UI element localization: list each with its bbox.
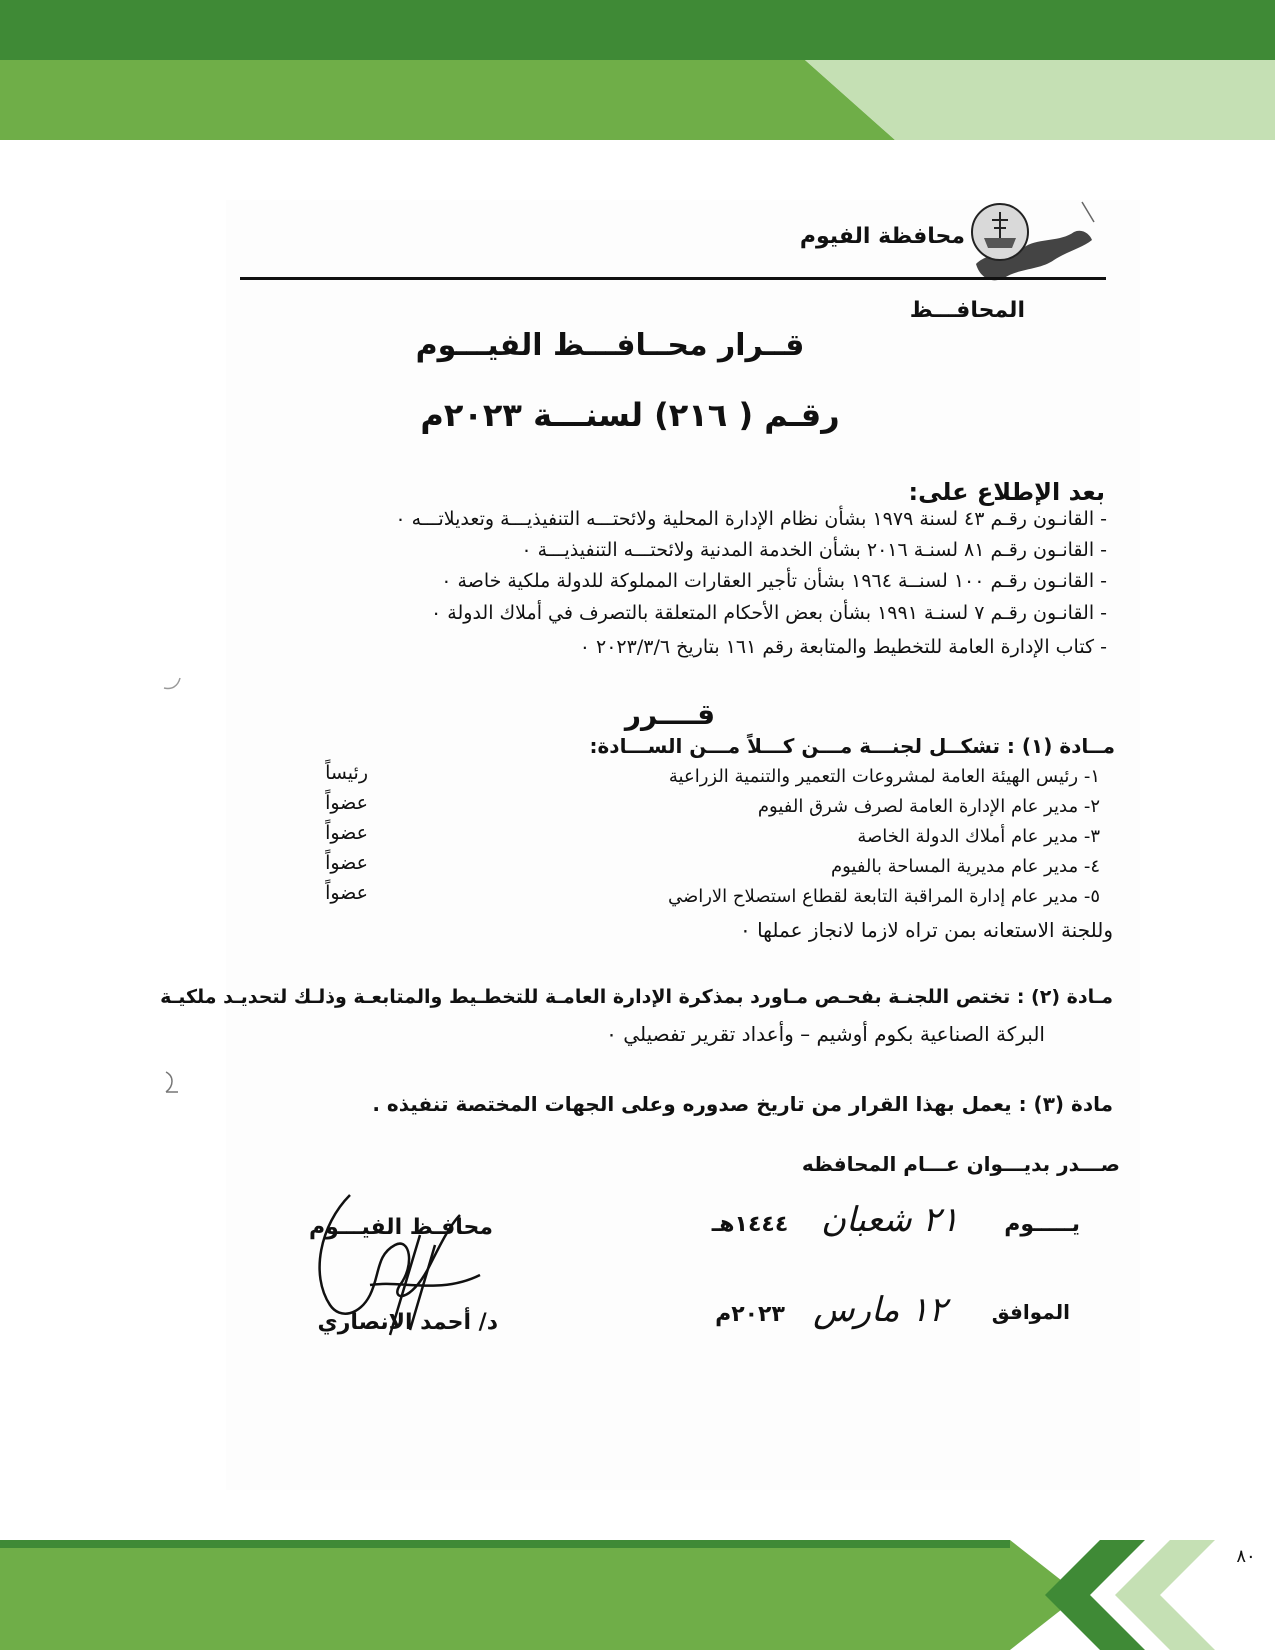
governor-office-label: المحافـــظ	[909, 298, 1025, 323]
committee-member-name: ٥- مدير عام إدارة المراقبة التابعة لقطاع استصلاح الاراضي	[667, 886, 1100, 907]
hijri-date-prefix: يـــــوم	[1004, 1212, 1080, 1237]
top-banner	[0, 0, 1275, 140]
preamble-heading: بعد الإطلاع على:	[908, 478, 1105, 506]
resolved-heading: قــــرر	[624, 698, 716, 731]
signatory-name: د/ أحمد الانصاري	[317, 1310, 498, 1335]
bottom-banner	[0, 1540, 1275, 1650]
scan-mark-icon	[160, 1068, 190, 1098]
hijri-date-handwritten: ٢١ شعبان	[821, 1200, 959, 1240]
committee-member-name: ٢- مدير عام الإدارة العامة لصرف شرق الفيوم	[757, 796, 1100, 817]
article-1-note: وللجنة الاستعانه بمن تراه لازما لانجاز عملها ٠	[739, 918, 1113, 942]
top-banner-dark-band	[0, 0, 1275, 60]
header-divider	[240, 277, 1106, 280]
governorate-seal-icon	[970, 198, 1098, 288]
committee-member-name: ٤- مدير عام مديرية المساحة بالفيوم	[830, 856, 1100, 877]
handwritten-signature-icon	[300, 1185, 490, 1345]
committee-member-name: ١- رئيس الهيئة العامة لمشروعات التعمير والتنمية الزراعية	[668, 766, 1100, 787]
article-3: مادة (٣) : يعمل بهذا القرار من تاريخ صدوره وعلى الجهات المختصة تنفيذه .	[372, 1092, 1113, 1116]
committee-member-role: عضواً	[325, 882, 368, 904]
committee-member-role: عضواً	[325, 822, 368, 844]
legal-reference-item: - كتاب الإدارة العامة للتخطيط والمتابعة رقم ١٦١ بتاريخ ٢٠٢٣/٣/٦ ٠	[579, 636, 1107, 658]
article-2-line-1: مـادة (٢) : تختص اللجنـة بفحـص مـاورد بمذكرة الإدارة العامـة للتخطـيط والمتابعـة وذلـك لتحديـد ملكيـة	[160, 986, 1113, 1008]
committee-member-role: رئيساً	[325, 762, 368, 784]
article-2-line-2: البركة الصناعية بكوم أوشيم – وأعداد تقرير تفصيلي ٠	[606, 1022, 1045, 1046]
legal-reference-item: - القانـون رقـم ٤٣ لسنة ١٩٧٩ بشأن نظام الإدارة المحلية ولائحتـــه التنفيذيـــة وتعديلاتـــه ٠	[395, 508, 1107, 530]
committee-member-role: عضواً	[325, 792, 368, 814]
top-banner-mid-band	[0, 60, 895, 140]
legal-reference-item: - القانـون رقـم ٧ لسنـة ١٩٩١ بشأن بعض الأحكام المتعلقة بالتصرف في أملاك الدولة ٠	[431, 602, 1107, 624]
decision-number: رقـم ( ٢١٦) لسنـــة ٢٠٢٣م	[420, 396, 840, 434]
committee-member-role: عضواً	[325, 852, 368, 874]
governorate-name: محافظة الفيوم	[799, 224, 965, 249]
hijri-year: ١٤٤٤هـ	[711, 1212, 789, 1237]
issued-at-line: صـــدر بديـــوان عـــام المحافظه	[801, 1152, 1120, 1176]
decision-title: قــرار محــافـــظ الفيـــوم	[415, 328, 805, 363]
gregorian-year: ٢٠٢٣م	[715, 1302, 785, 1327]
committee-member-name: ٣- مدير عام أملاك الدولة الخاصة	[857, 826, 1100, 847]
page-number: ٨٠	[1236, 1546, 1256, 1567]
scan-mark-icon	[160, 668, 190, 698]
gregorian-date-prefix: الموافق	[991, 1300, 1070, 1324]
bottom-banner-top-stripe	[0, 1540, 1010, 1548]
signatory-title: محافـظ الفيـــوم	[309, 1215, 493, 1240]
legal-reference-item: - القانـون رقـم ٨١ لسنـة ٢٠١٦ بشأن الخدمة المدنية ولائحتـــه التنفيذيـــة ٠	[521, 539, 1107, 561]
bottom-banner-main-band	[0, 1540, 1080, 1650]
legal-reference-item: - القانـون رقـم ١٠٠ لسنــة ١٩٦٤ بشأن تأجير العقارات المملوكة للدولة ملكية خاصة ٠	[441, 570, 1107, 592]
article-1-heading: مــادة (١) : تشكــل لجنـــة مـــن كـــلاً مـــن الســـادة:	[589, 734, 1115, 758]
gregorian-date-handwritten: ١٢ مارس	[813, 1290, 947, 1330]
